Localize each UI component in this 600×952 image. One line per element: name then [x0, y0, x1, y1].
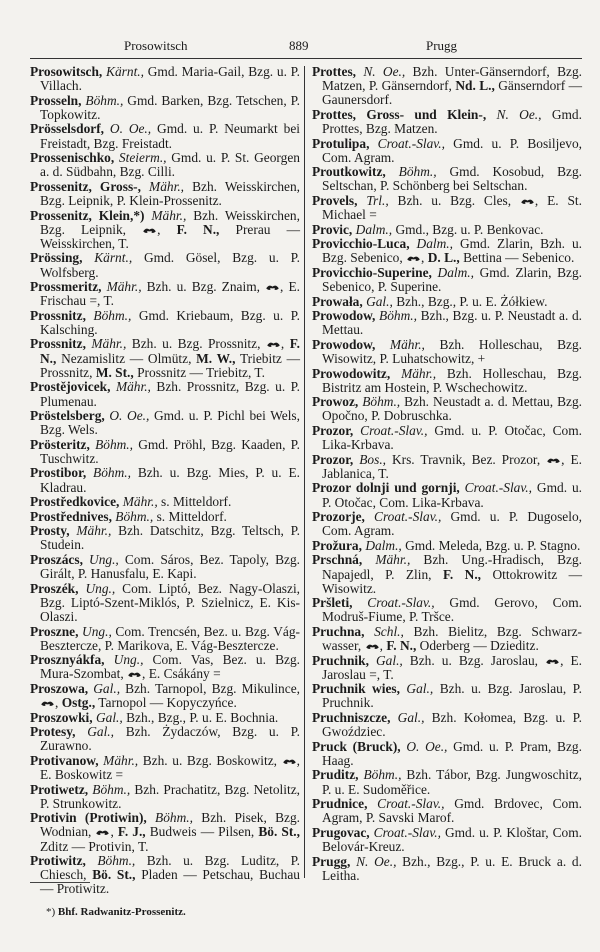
entry-bold-text: Bö. St.,	[92, 867, 136, 883]
entry-place-name: Prowoz,	[312, 394, 359, 410]
gazetteer-entry	[312, 367, 582, 395]
right-column	[312, 65, 582, 883]
entry-place-name: Pröstelsberg,	[30, 408, 105, 424]
entry-details: Gmd. Gösel, Bzg. u. P. Wolfsberg.	[40, 250, 300, 280]
entry-details: Bzh. Prossnitz, Bzg. u. P. Plumenau.	[40, 379, 300, 409]
entry-details: Bzh. Pisek, Bzg. Wodnian,	[40, 810, 301, 840]
entry-details: Bzh. u. Bzg. Mies, P. u. E. Kladrau.	[40, 465, 300, 495]
entry-bold-text: F. J.,	[117, 824, 146, 840]
entry-region: Croat.-Slav.,	[367, 796, 445, 812]
gazetteer-entry	[30, 409, 300, 437]
gazetteer-entry	[312, 237, 582, 265]
gazetteer-entry	[312, 855, 582, 883]
gazetteer-entry	[312, 295, 582, 309]
entry-details: Prossnitz — Triebitz, T.	[133, 364, 265, 380]
entry-details: Gmd. Kosobud, Bzg. Seltschan, P. Schönberg bei Seltschan.	[322, 164, 582, 194]
entry-place-name: Pruditz,	[312, 767, 359, 783]
gazetteer-entry	[30, 122, 300, 150]
entry-place-name: Prozor dolnji und gornji,	[312, 480, 460, 496]
entry-region: Kärnt.,	[82, 250, 133, 266]
entry-region: Gal.,	[88, 680, 121, 696]
entry-details: Bzh. u. Bzg. Boskowitz,	[138, 752, 282, 768]
entry-region: Böhm.,	[385, 164, 437, 180]
footnote-rule	[30, 882, 90, 883]
entry-region: Böhm.,	[111, 508, 154, 524]
entry-details: Gmd. Gerovo, Com. Modruš-Fiume, P. Tršce.	[322, 595, 582, 625]
entry-place-name: Proszács,	[30, 551, 83, 567]
entry-place-name: Prossnitz,	[30, 307, 86, 323]
entry-region: Böhm.,	[86, 465, 131, 481]
entry-place-name: Prösselsdorf,	[30, 121, 105, 137]
entry-region: Ung.,	[82, 551, 119, 567]
entry-place-name: Prozorje,	[312, 509, 365, 525]
entry-details: Krs. Travnik, Bez. Prozor,	[386, 451, 547, 467]
entry-bold-text: F. N.,	[176, 221, 220, 237]
entry-details: Bzh., Bzg., P. u. E. Bruck a. d. Leitha.	[322, 853, 582, 883]
post-horn-icon	[265, 283, 280, 292]
entry-place-name: Protivin (Protiwin),	[30, 810, 147, 826]
entry-region: Mähr.,	[144, 207, 187, 223]
entry-place-name: Prozor,	[312, 451, 354, 467]
entry-region: N. Oe.,	[356, 64, 406, 79]
gazetteer-entry	[312, 826, 582, 854]
entry-details: Com. Vas, Bez. u. Bzg. Mura-Szombat,	[40, 652, 301, 682]
entry-place-name: Prowodow,	[312, 308, 376, 324]
entry-details: Bzh. u. Bzg. Prossnitz,	[126, 336, 266, 352]
entry-details: , E. St. Michael =	[322, 192, 582, 223]
entry-place-name: Prottes,	[312, 64, 356, 79]
gazetteer-entry	[312, 539, 582, 553]
gazetteer-entry	[30, 510, 300, 524]
post-horn-icon	[545, 657, 560, 666]
entry-place-name: Pršleti,	[312, 595, 353, 611]
footnote	[46, 906, 186, 918]
entry-region: Dalm.,	[409, 236, 453, 252]
post-horn-icon	[127, 670, 142, 679]
entry-details: Bzh. Tarnopol, Bzg. Mikulince,	[120, 680, 300, 696]
entry-place-name: Prossenischko,	[30, 150, 115, 166]
entry-details: , E. Jaroslau =, T.	[322, 652, 582, 682]
entry-region: Mähr.,	[375, 336, 425, 352]
entry-place-name: Proutkowitz,	[312, 164, 386, 180]
post-horn-icon	[40, 699, 55, 708]
entry-place-name: Prösteritz,	[30, 436, 90, 452]
entry-details: Bzh. Neustadt a. d. Mettau, Bzg. Opočno, P. Dobruschka.	[322, 394, 582, 424]
entry-bold-text: F. N.,	[442, 566, 482, 582]
header-right-keyword: Prugg	[426, 38, 458, 53]
entry-details: Gmd. u. P. Neumarkt bei Freistadt, Bzg. Freistadt.	[40, 121, 300, 151]
entry-details: Com. Liptó, Bez. Nagy-Olaszi, Bzg. Liptó-Szent-Miklós, P. Szielnicz, E. Kis-Olaszi.	[40, 580, 301, 624]
entry-place-name: Prostřednives,	[30, 508, 112, 524]
entry-place-name: Provels,	[312, 192, 358, 208]
entry-details: Bzh., Bzg., P. u. E. Bochnia.	[122, 709, 279, 725]
entry-region: Mähr.,	[140, 178, 185, 194]
entry-details: Gmd. Meleda, Bzg. u. P. Stagno.	[401, 537, 581, 553]
entry-place-name: Proszowa,	[30, 680, 89, 696]
entry-place-name: Prowała,	[312, 293, 363, 309]
footnote-text: Bhf. Radwanitz-Prossenitz.	[55, 906, 186, 918]
entry-details: Bzh. u. Bzg. Cles,	[388, 192, 520, 208]
entry-details: , E. Csákány =	[142, 666, 221, 682]
entry-details: Com. Sáros, Bez. Tapoly, Bzg. Girált, P. Hanusfalu, E. Kapi.	[40, 551, 300, 582]
post-horn-icon	[95, 828, 110, 837]
entry-details: Gmd. u. P. Dugoselo, Com. Agram.	[322, 509, 583, 539]
entry-details: Bzh., Bzg., P. u. E. Żółkiew.	[392, 293, 548, 309]
entry-details: Bzh., Bzg. u. P. Neustadt a. d. Mettau.	[322, 308, 582, 338]
entry-place-name: Protiwetz,	[30, 781, 89, 797]
entry-details: ,	[55, 695, 62, 711]
gazetteer-entry	[30, 280, 300, 308]
entry-place-name: Protulipa,	[312, 135, 370, 151]
entry-place-name: Prossenitz, Gross-,	[30, 178, 141, 194]
entry-region: Ung.,	[78, 580, 116, 596]
running-header	[0, 38, 600, 56]
gazetteer-entry	[312, 797, 582, 825]
entry-region: O. Oe.,	[104, 121, 152, 137]
entry-details: Bzh. Żydaczów, Bzg. u. P. Zurawno.	[40, 724, 300, 754]
gazetteer-entry	[312, 711, 582, 739]
post-horn-icon	[406, 254, 421, 263]
entry-details: Gmd. u. P. St. Georgen a. d. Südbahn, Bzg. Cilli.	[40, 150, 300, 180]
gazetteer-entry	[30, 854, 300, 896]
entry-details: Gmd. u. P. Otočac, Com. Lika-Krbava.	[322, 422, 583, 453]
gazetteer-entry	[30, 682, 300, 710]
entry-place-name: Prudnice,	[312, 796, 368, 812]
entry-place-name: Protesy,	[30, 724, 76, 740]
entry-details: Bzh. u. Bzg. Luditz, P. Chiesch,	[40, 853, 300, 883]
entry-details: Bzh. Holleschau, Bzg. Bistritz am Hostein, P. Wschechowitz.	[322, 365, 582, 395]
entry-place-name: Prössing,	[30, 250, 83, 266]
entry-region: O. Oe.,	[104, 408, 150, 424]
gazetteer-entry	[30, 309, 300, 337]
entry-place-name: Prostibor,	[30, 465, 87, 481]
entry-place-name: Protiwitz,	[30, 853, 86, 869]
entry-details: Bzh. Bielitz, Bzg. Schwarzwasser,	[322, 623, 582, 654]
gazetteer-entry	[30, 811, 300, 853]
entry-region: Böhm.,	[358, 394, 401, 410]
entry-region: Böhm.,	[85, 853, 136, 869]
gazetteer-entry	[30, 783, 300, 811]
entry-region: Gal.,	[399, 681, 434, 697]
entry-place-name: Prosseln,	[30, 92, 82, 108]
gazetteer-entry	[312, 338, 582, 366]
entry-region: Bos.,	[353, 451, 387, 467]
entry-details: Gmd. Pröhl, Bzg. Kaaden, P. Tuschwitz.	[40, 436, 300, 466]
entry-details: Gmd. Zlarin, Bzg. Sebenico, P. Superine.	[322, 264, 582, 295]
entry-place-name: Pruchnik,	[312, 652, 369, 668]
gazetteer-entry	[312, 137, 582, 165]
entry-region: Dalm.,	[431, 264, 474, 280]
entry-region: Mähr.,	[85, 336, 127, 352]
entry-region: Mähr.,	[110, 379, 151, 395]
gazetteer-entry	[312, 510, 582, 538]
entry-details: Nezamislitz — Olmütz,	[56, 350, 197, 366]
entry-details: Pladen — Petschau, Buchau — Protiwitz.	[40, 867, 300, 897]
entry-place-name: Provic,	[312, 221, 353, 237]
entry-details: Bzh. Tábor, Bzg. Jungwoschitz, P. u. E. Sudoměřice.	[322, 767, 582, 797]
post-horn-icon	[142, 226, 157, 235]
entry-region: Gal.,	[75, 724, 114, 740]
header-rule	[30, 58, 582, 59]
entry-details: ,	[280, 336, 290, 352]
entry-place-name: Prostředkovice,	[30, 494, 120, 510]
entry-place-name: Prosowitsch,	[30, 64, 103, 79]
entry-place-name: Prosty,	[30, 523, 70, 539]
gazetteer-entry	[312, 596, 582, 624]
entry-details: Bzh. u. Bzg. Jaroslau,	[402, 652, 546, 668]
gazetteer-entry	[30, 711, 300, 725]
entry-bold-text: Ostg.,	[61, 695, 96, 711]
gazetteer-entry	[30, 337, 300, 379]
entry-details: Gmd. Zlarin, Bzh. u. Bzg. Sebenico,	[322, 236, 582, 266]
gazetteer-entry	[30, 209, 300, 251]
entry-place-name: Pruck (Bruck),	[312, 738, 401, 754]
entry-details: ,	[379, 638, 387, 654]
entry-details: Zditz — Protivin, T.	[40, 838, 149, 854]
entry-region: Ung.,	[78, 623, 112, 639]
entry-details: Gmd. Prottes, Bzg. Matzen.	[322, 106, 582, 137]
gazetteer-entry	[312, 223, 582, 237]
entry-details: ,	[157, 221, 177, 237]
entry-place-name: Prossenitz, Klein,*)	[30, 207, 145, 223]
entry-region: Mähr.,	[390, 365, 437, 381]
entry-details: Gmd., Bzg. u. P. Benkovac.	[392, 221, 544, 237]
entry-region: Böhm.,	[89, 436, 133, 452]
gazetteer-entry	[30, 653, 300, 681]
entry-bold-text: M. St.,	[95, 364, 134, 380]
entry-details: Bzh. Ung.-Hradisch, Bzg. Napajedl, P. Zlin,	[322, 552, 582, 582]
entry-region: O. Oe.,	[400, 738, 448, 754]
gazetteer-entry	[30, 553, 300, 581]
entry-details: ,	[110, 824, 118, 840]
gazetteer-entry	[30, 180, 300, 208]
entry-region: Böhm.,	[85, 307, 132, 323]
gazetteer-entry	[30, 725, 300, 753]
gazetteer-entry	[30, 380, 300, 408]
gazetteer-entry	[312, 654, 582, 682]
column-divider	[304, 66, 305, 878]
entry-bold-text: F. N.,	[40, 336, 300, 366]
footnote-marker: *)	[46, 906, 56, 918]
entry-region: Gal.,	[368, 652, 403, 668]
entry-details: Bzh. u. Bzg. Znaim,	[141, 279, 266, 295]
entry-region: Steierm.,	[114, 150, 167, 166]
gazetteer-entry	[312, 682, 582, 710]
post-horn-icon	[365, 642, 380, 651]
entry-place-name: Prowodow,	[312, 336, 376, 352]
entry-details: Bzh. Kołomea, Bzg. u. P. Gwoździec.	[322, 710, 582, 740]
entry-place-name: Pruchnik wies,	[312, 681, 400, 697]
entry-details: Bzh. Weisskirchen, Bzg. Leipnik,	[40, 207, 300, 237]
gazetteer-entry	[312, 194, 582, 222]
entry-details: Bzh. Holleschau, Bzg. Wisowitz, P. Luhatschowitz, +	[322, 336, 582, 367]
entry-region: Dalm.,	[352, 221, 393, 237]
gazetteer-entry	[312, 625, 582, 653]
post-horn-icon	[266, 340, 281, 349]
entry-place-name: Prschná,	[312, 552, 363, 568]
entry-bold-text: D. L.,	[427, 250, 460, 266]
entry-details: , E. Boskowitz =	[40, 752, 300, 783]
entry-details: Gmd. u. P. Bosiljevo, Com. Agram.	[322, 135, 582, 165]
gazetteer-entry	[30, 582, 300, 624]
entry-bold-text: Bö. St.,	[258, 824, 300, 840]
gazetteer-entry	[312, 266, 582, 294]
entry-region: Schl.,	[364, 623, 404, 639]
gazetteer-entry	[312, 481, 582, 509]
entry-place-name: Prugovac,	[312, 824, 370, 840]
entry-region: Ung.,	[104, 652, 144, 668]
entry-details: Com. Trencsén, Bez. u. Bzg. Vág-Besztercze, P. Marikova, E. Vág-Besztercze.	[40, 623, 300, 653]
entry-details: Gänserndorf — Gaunersdorf.	[322, 78, 582, 108]
entry-place-name: Provicchio-Superine,	[312, 264, 432, 280]
gazetteer-entry	[312, 309, 582, 337]
gazetteer-entry	[30, 94, 300, 122]
entry-place-name: Proszék,	[30, 580, 79, 596]
entry-region: N. Oe.,	[350, 853, 397, 869]
gazetteer-entry	[312, 165, 582, 193]
entry-details: , E. Frischau =, T.	[40, 279, 300, 309]
entry-region: Croat.-Slav.,	[364, 509, 442, 525]
entry-details: ,	[421, 250, 428, 266]
entry-bold-text: M. W.,	[196, 350, 236, 366]
entry-region: Croat.-Slav.,	[353, 422, 428, 438]
gazetteer-entry	[30, 151, 300, 179]
entry-details: Gmd. u. P. Otočac, Com. Lika-Krbava.	[322, 480, 582, 510]
entry-place-name: Prowodowitz,	[312, 365, 391, 381]
entry-region: Böhm.,	[358, 767, 402, 783]
gazetteer-entry	[30, 524, 300, 552]
entry-details: Tarnopol — Kopyczyńce.	[95, 695, 237, 711]
entry-region: Mähr.,	[101, 279, 142, 295]
entry-place-name: Prugg,	[312, 853, 351, 869]
gazetteer-entry	[30, 754, 300, 782]
entry-place-name: Prottes, Gross- und Klein-,	[312, 106, 487, 122]
entry-region: Mähr.,	[362, 552, 411, 568]
gazetteer-entry	[30, 625, 300, 653]
gazetteer-entry	[312, 553, 582, 595]
entry-details: Bzh. Unter-Gänserndorf, Bzg. Matzen, P. Gänserndorf,	[322, 64, 582, 94]
entry-region: Gal.,	[390, 710, 425, 726]
entry-place-name: Proszne,	[30, 623, 79, 639]
entry-region: Gal.,	[362, 293, 393, 309]
gazetteer-entry	[312, 453, 582, 481]
entry-details: Gmd. Barken, Bzg. Tetschen, P. Topkowitz.	[40, 92, 300, 122]
left-column	[30, 65, 300, 897]
entry-details: Gmd. Kriebaum, Bzg. u. P. Kalsching.	[40, 307, 300, 337]
entry-region: Croat.-Slav.,	[369, 824, 441, 840]
page-number: 889	[289, 38, 309, 53]
entry-details: Gmd. Maria-Gail, Bzg. u. P. Villach.	[40, 64, 300, 94]
entry-details: s. Mitteldorf.	[153, 508, 227, 524]
entry-details: Oderberg — Dzieditz.	[416, 638, 539, 654]
post-horn-icon	[282, 757, 297, 766]
entry-region: Mähr.,	[98, 752, 139, 768]
entry-place-name: Pruchna,	[312, 623, 365, 639]
post-horn-icon	[546, 456, 561, 465]
entry-region: Böhm.,	[81, 92, 124, 108]
entry-region: Gal.,	[92, 709, 123, 725]
entry-region: Mähr.,	[69, 523, 112, 539]
header-left-keyword: Prosowitsch	[124, 38, 188, 53]
entry-region: Mähr.,	[119, 494, 158, 510]
entry-region: Croat.-Slav.,	[459, 480, 533, 496]
entry-details: Bzh. Datschitz, Bzg. Teltsch, P. Studein.	[40, 523, 300, 553]
entry-place-name: Prossnitz,	[30, 336, 86, 352]
entry-region: Croat.-Slav.,	[369, 135, 445, 151]
gazetteer-entry	[312, 108, 582, 136]
entry-details: Bzh. u. Bzg. Jaroslau, P. Pruchnik.	[322, 681, 582, 711]
gazetteer-entry	[30, 251, 300, 279]
entry-region: Croat.-Slav.,	[352, 595, 435, 611]
entry-region: Böhm.,	[375, 308, 417, 324]
entry-region: Böhm.,	[88, 781, 131, 797]
entry-details: s. Mitteldorf.	[157, 494, 232, 510]
entry-details: Bettina — Sebenico.	[459, 250, 575, 266]
gazetteer-entry	[312, 65, 582, 107]
gazetteer-entry	[30, 466, 300, 494]
entry-place-name: Protivanow,	[30, 752, 99, 768]
entry-details: Prerau — Weisskirchen, T.	[40, 221, 300, 251]
entry-details: Ottokrowitz — Wisowitz.	[322, 566, 582, 596]
entry-bold-text: Nd. L.,	[455, 78, 495, 94]
entry-place-name: Pruchniszcze,	[312, 710, 391, 726]
gazetteer-entry	[30, 438, 300, 466]
entry-place-name: Prozor,	[312, 422, 354, 438]
entry-place-name: Prossmeritz,	[30, 279, 102, 295]
entry-details: Gmd. Brdovec, Com. Agram, P. Savski Marof.	[322, 796, 582, 826]
entry-region: Kärnt.,	[102, 64, 144, 79]
entry-details: Triebitz — Prossnitz,	[40, 350, 300, 380]
gazetteer-entry	[30, 495, 300, 509]
gazetteer-entry	[312, 395, 582, 423]
gazetteer-entry	[30, 65, 300, 93]
entry-details: , E. Jablanica, T.	[322, 451, 582, 481]
entry-region: Böhm.,	[146, 810, 193, 826]
entry-place-name: Provicchio-Luca,	[312, 236, 410, 252]
entry-details: Budweis — Pilsen,	[145, 824, 259, 840]
entry-place-name: Prosznyákfa,	[30, 652, 105, 668]
gazetteer-entry	[312, 424, 582, 452]
gazetteer-entry	[312, 768, 582, 796]
entry-bold-text: F. N.,	[386, 638, 417, 654]
gazetteer-entry	[312, 740, 582, 768]
entry-details: Bzh. Weisskirchen, Bzg. Leipnik, P. Klein-Prossenitz.	[40, 178, 300, 208]
entry-details: Bzh. Prachatitz, Bzg. Netolitz, P. Strunkowitz.	[40, 781, 300, 811]
entry-details: Gmd. u. P. Pram, Bzg. Haag.	[322, 738, 582, 768]
post-horn-icon	[520, 197, 535, 206]
entry-place-name: Proszowki,	[30, 709, 93, 725]
entry-details: Gmd. u. P. Kloštar, Com. Belovár-Kreuz.	[322, 824, 582, 854]
entry-details: Gmd. u. P. Pichl bei Wels, Bzg. Wels.	[40, 408, 300, 438]
entry-place-name: Prožura,	[312, 537, 362, 553]
entry-place-name: Prostějovicek,	[30, 379, 111, 395]
entry-region: Trl.,	[357, 192, 389, 208]
entry-region: Dalm.,	[361, 537, 402, 553]
entry-region: N. Oe.,	[486, 106, 542, 122]
